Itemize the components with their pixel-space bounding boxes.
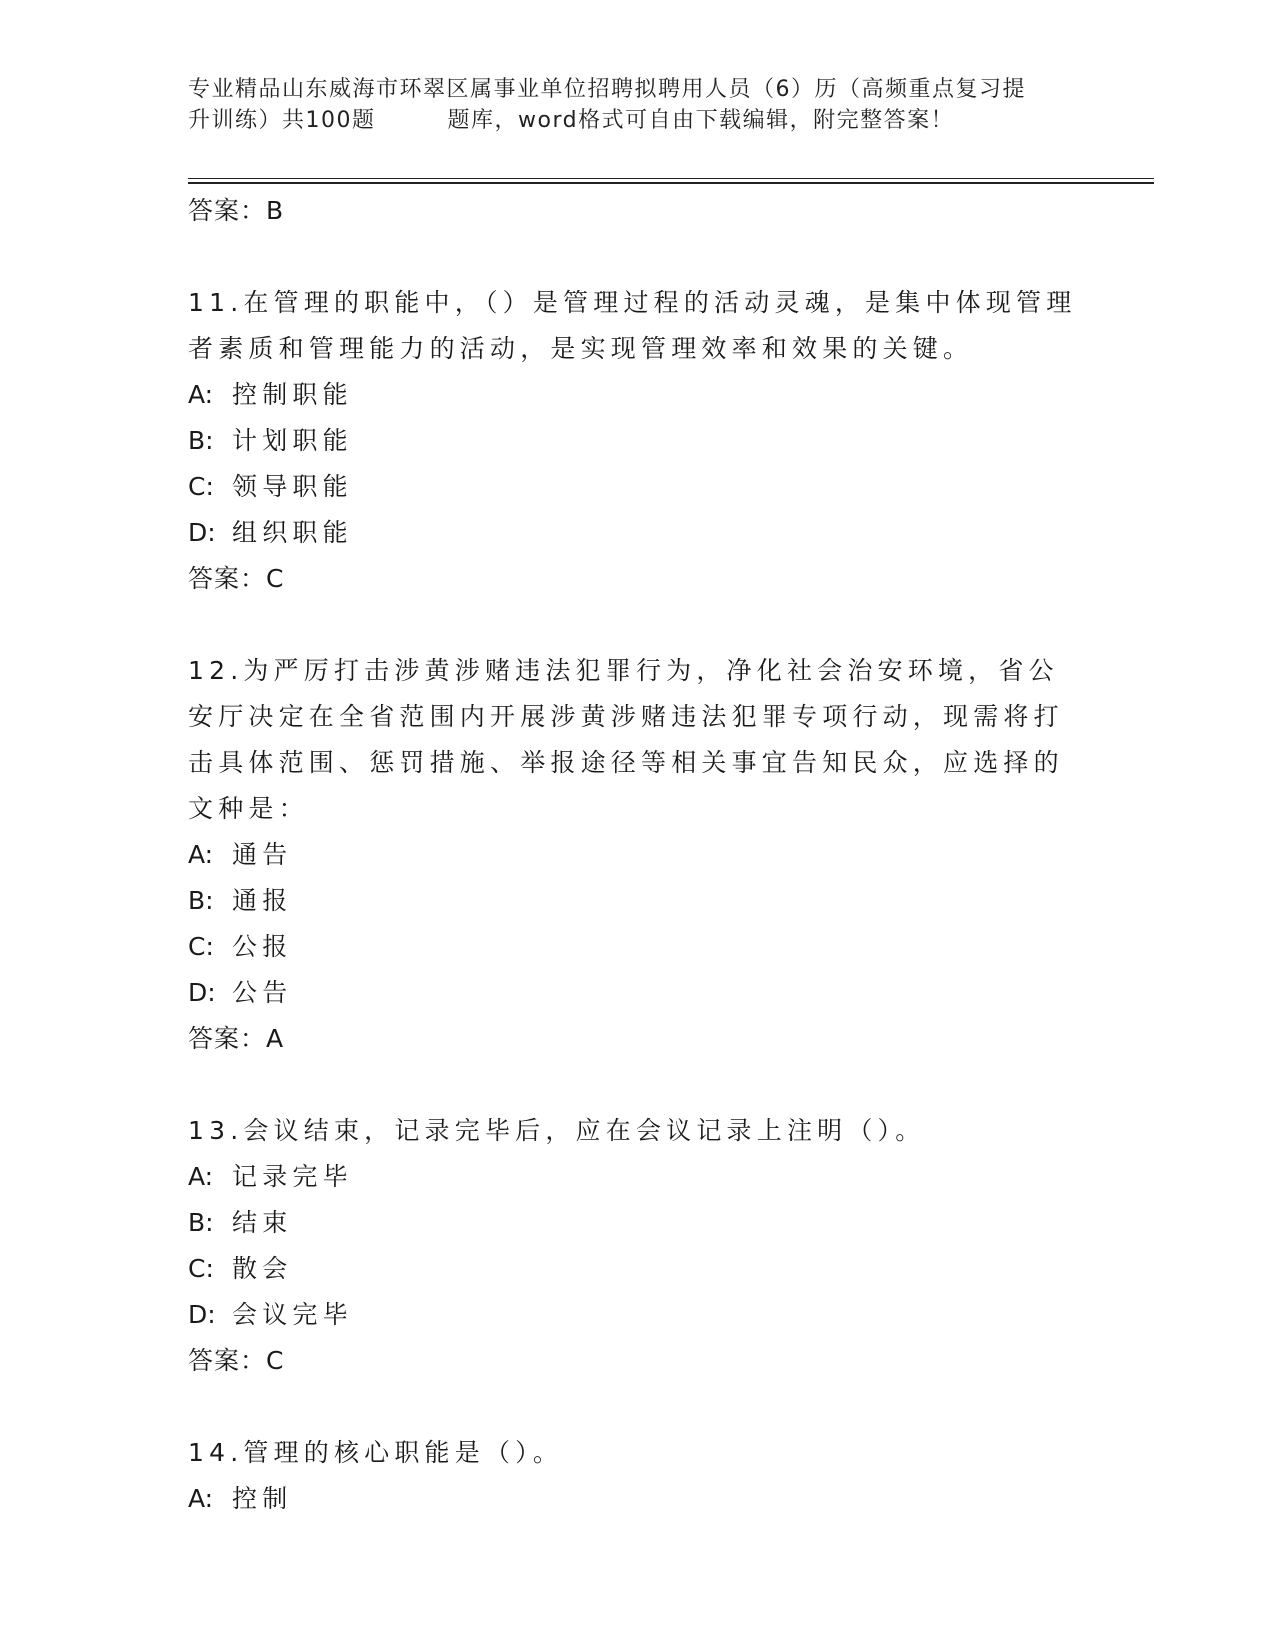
header-title-line1: 专业精品山东威海市环翠区属事业单位招聘拟聘用人员（6）历（高频重点复习提 bbox=[188, 77, 1026, 102]
question-block-11 bbox=[188, 280, 1088, 602]
option-text: 结束 bbox=[232, 1208, 293, 1237]
option-c bbox=[188, 464, 1088, 510]
option-key: A: bbox=[188, 840, 214, 869]
option-text: 组织职能 bbox=[232, 518, 353, 547]
option-a bbox=[188, 1476, 1088, 1522]
option-a bbox=[188, 1154, 1088, 1200]
option-a bbox=[188, 372, 1088, 418]
option-text: 控制 bbox=[232, 1484, 293, 1513]
option-text: 公告 bbox=[232, 978, 293, 1007]
option-key: C: bbox=[188, 932, 214, 961]
option-text: 公报 bbox=[232, 932, 293, 961]
option-key: A: bbox=[188, 1484, 214, 1513]
question-list bbox=[188, 188, 1088, 1522]
question-text: 13.会议结束，记录完毕后，应在会议记录上注明（）。 bbox=[188, 1116, 926, 1145]
option-text: 通告 bbox=[232, 840, 293, 869]
option-d bbox=[188, 1292, 1088, 1338]
header-divider-thin bbox=[188, 178, 1154, 179]
option-key: A: bbox=[188, 1162, 214, 1191]
option-key: C: bbox=[188, 1254, 214, 1283]
option-key: B: bbox=[188, 886, 214, 915]
page-header bbox=[188, 74, 1068, 136]
option-key: D: bbox=[188, 518, 216, 547]
option-b bbox=[188, 878, 1088, 924]
question-block-13 bbox=[188, 1108, 1088, 1384]
option-b bbox=[188, 418, 1088, 464]
answer: 答案：A bbox=[188, 1024, 285, 1053]
option-c bbox=[188, 924, 1088, 970]
option-text: 记录完毕 bbox=[232, 1162, 353, 1191]
option-text: 通报 bbox=[232, 886, 293, 915]
option-key: C: bbox=[188, 472, 214, 501]
header-title-line2-left: 升训练）共100题 bbox=[188, 108, 376, 133]
option-key: B: bbox=[188, 426, 214, 455]
option-text: 计划职能 bbox=[232, 426, 353, 455]
option-key: A: bbox=[188, 380, 214, 409]
header-title-line2 bbox=[188, 105, 1068, 136]
header-title-line2-right: 题库，word格式可自由下载编辑，附完整答案！ bbox=[447, 108, 955, 133]
option-a bbox=[188, 832, 1088, 878]
question-text: 14.管理的核心职能是（）。 bbox=[188, 1438, 564, 1467]
answer: 答案：C bbox=[188, 1346, 285, 1375]
option-key: D: bbox=[188, 1300, 216, 1329]
question-text: 12.为严厉打击涉黄涉赌违法犯罪行为，净化社会治安环境，省公安厅决定在全省范围内开展涉黄涉赌违法犯罪专项行动，现需将打击具体范围、惩罚措施、举报途径等相关事宜告知民众，应选择的文种是： bbox=[188, 656, 1064, 823]
question-block-14 bbox=[188, 1430, 1088, 1522]
previous-answer: 答案：B bbox=[188, 196, 285, 225]
option-text: 会议完毕 bbox=[232, 1300, 353, 1329]
option-d bbox=[188, 970, 1088, 1016]
option-b bbox=[188, 1200, 1088, 1246]
answer: 答案：C bbox=[188, 564, 285, 593]
option-key: D: bbox=[188, 978, 216, 1007]
option-text: 散会 bbox=[232, 1254, 293, 1283]
option-text: 控制职能 bbox=[232, 380, 353, 409]
option-key: B: bbox=[188, 1208, 214, 1237]
header-divider-thick bbox=[188, 182, 1154, 184]
option-d bbox=[188, 510, 1088, 556]
question-text: 11.在管理的职能中，（）是管理过程的活动灵魂，是集中体现管理者素质和管理能力的活动，是实现管理效率和效果的关键。 bbox=[188, 288, 1077, 363]
option-c bbox=[188, 1246, 1088, 1292]
question-block-12 bbox=[188, 648, 1088, 1062]
option-text: 领导职能 bbox=[232, 472, 353, 501]
